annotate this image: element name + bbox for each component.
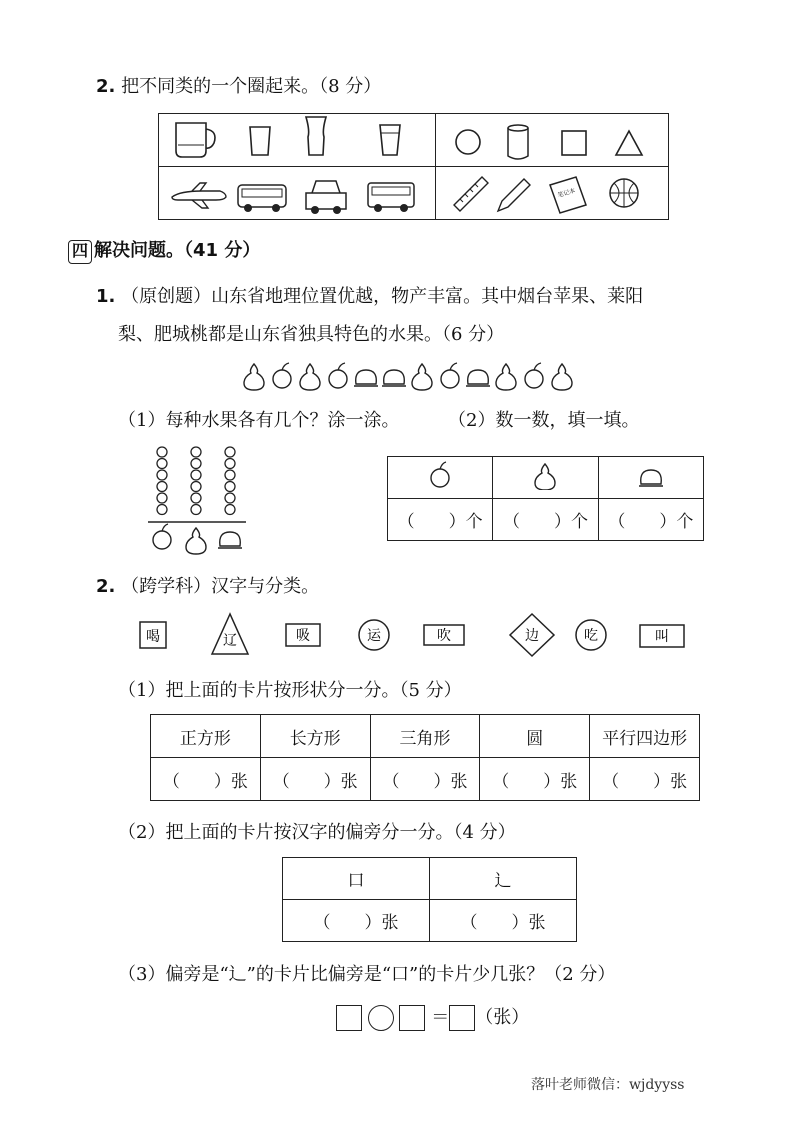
equation-row — [336, 1003, 529, 1031]
bead[interactable] — [191, 447, 201, 457]
apple-icon — [329, 363, 347, 388]
pear-icon — [552, 364, 572, 390]
footer-contact: 落叶老师微信：wjdyyss — [531, 1077, 685, 1093]
card-char-4: 运 — [367, 628, 381, 644]
card-char-8: 叫 — [655, 629, 669, 645]
shape-cell-square[interactable]: （ ）张 — [151, 758, 261, 801]
notebook-label: 笔记本 — [556, 187, 577, 200]
pear-icon — [300, 364, 320, 390]
q2-sub3: （3）偏旁是“辶”的卡片比偏旁是“口”的卡片少几张？（2 分） — [118, 964, 616, 985]
peach-icon — [354, 370, 378, 386]
card-char-2: 辽 — [223, 633, 237, 649]
fruit-count-table — [387, 456, 704, 540]
bead[interactable] — [191, 493, 201, 503]
unit-label: （张） — [475, 1007, 530, 1028]
pencil-icon[interactable] — [498, 179, 530, 211]
q1-line1 — [96, 282, 643, 308]
bead[interactable] — [191, 459, 201, 469]
q2-top-text: 把不同类的一个圈起来。（8 分） — [121, 76, 382, 97]
card-char-7: 吃 — [584, 628, 598, 644]
bead[interactable] — [157, 482, 167, 492]
pear-icon — [244, 364, 264, 390]
square-icon[interactable] — [562, 131, 586, 155]
pear-count-cell[interactable]: （ ）个 — [493, 499, 598, 541]
radical-cell-mouth[interactable]: （ ）张 — [283, 900, 430, 942]
shape-cell-rectangle[interactable]: （ ）张 — [260, 758, 370, 801]
radical-table — [282, 857, 577, 942]
bead[interactable] — [225, 493, 235, 503]
pear-bead-column[interactable] — [191, 447, 201, 515]
bead[interactable] — [225, 447, 235, 457]
airplane-icon[interactable] — [172, 183, 226, 208]
q2-text: （跨学科）汉字与分类。 — [121, 576, 320, 597]
pear-icon — [412, 364, 432, 390]
q2-top-title — [96, 72, 381, 98]
q2-number: 2. — [96, 576, 116, 597]
cylinder-icon[interactable] — [508, 125, 528, 159]
shape-cell-triangle[interactable]: （ ）张 — [370, 758, 480, 801]
pear-header — [493, 457, 598, 499]
bead[interactable] — [157, 459, 167, 469]
card-char-5: 吹 — [437, 628, 451, 644]
card-rect-1[interactable] — [286, 624, 320, 646]
bead[interactable] — [157, 470, 167, 480]
card-circle-2[interactable] — [576, 620, 606, 650]
tall-glass-icon[interactable] — [306, 117, 326, 155]
bead[interactable] — [225, 482, 235, 492]
q1-sub2: （2）数一数，填一填。 — [448, 410, 640, 431]
card-square-1[interactable] — [140, 622, 166, 648]
peach-bead-column[interactable] — [225, 447, 235, 515]
card-rect-3[interactable] — [640, 625, 684, 647]
char-cards — [134, 612, 694, 660]
q1-number: 1. — [96, 286, 116, 307]
shape-cell-circle[interactable]: （ ）张 — [480, 758, 590, 801]
van-icon[interactable] — [238, 185, 286, 212]
section4-badge: 四 — [68, 240, 92, 264]
circle-icon[interactable] — [456, 130, 480, 154]
jeep-icon[interactable] — [306, 181, 346, 214]
peach-header — [598, 457, 703, 499]
apple-icon — [153, 524, 171, 549]
cup-icon[interactable] — [250, 127, 270, 155]
notebook-icon[interactable] — [550, 177, 586, 213]
shape-table — [150, 714, 700, 801]
glass-icon[interactable] — [380, 125, 400, 155]
q2-sub1: （1）把上面的卡片按形状分一分。（5 分） — [118, 680, 462, 701]
mug-icon[interactable] — [176, 123, 215, 157]
q1-sub1: （1）每种水果各有几个？涂一涂。 — [118, 410, 400, 431]
q2-line — [96, 572, 319, 598]
apple-icon — [273, 363, 291, 388]
pear-icon — [496, 364, 516, 390]
ball-icon[interactable] — [610, 179, 638, 207]
ruler-icon[interactable] — [454, 177, 488, 211]
card-char-1: 喝 — [146, 629, 160, 645]
bus-icon[interactable] — [368, 183, 414, 212]
classify-grid-icons — [158, 113, 669, 220]
shape-header-rectangle: 长方形 — [260, 715, 370, 758]
shape-header-square: 正方形 — [151, 715, 261, 758]
bead[interactable] — [157, 505, 167, 515]
apple-icon — [441, 363, 459, 388]
card-triangle[interactable] — [212, 614, 248, 654]
bead[interactable] — [225, 505, 235, 515]
apple-count-cell[interactable]: （ ）个 — [388, 499, 493, 541]
card-char-6: 边 — [525, 628, 539, 644]
radical-header-walk: 辶 — [430, 858, 577, 900]
radical-cell-walk[interactable]: （ ）张 — [430, 900, 577, 942]
section4-title: 解决问题。（41 分） — [94, 240, 261, 261]
bead[interactable] — [157, 493, 167, 503]
answer-box-1[interactable] — [336, 1005, 362, 1031]
card-rect-2[interactable] — [424, 625, 464, 645]
q1-text-line1: （原创题）山东省地理位置优越，物产丰富。其中烟台苹果、莱阳 — [121, 286, 644, 307]
fruit-counter — [148, 444, 258, 556]
operator-circle[interactable] — [368, 1005, 394, 1031]
answer-box-result[interactable] — [449, 1005, 475, 1031]
section4-header — [68, 236, 260, 264]
card-char-3: 吸 — [296, 628, 310, 644]
bead[interactable] — [225, 470, 235, 480]
bead[interactable] — [191, 470, 201, 480]
shape-cell-parallelogram[interactable]: （ ）张 — [590, 758, 700, 801]
bead[interactable] — [191, 505, 201, 515]
q2-top-number: 2. — [96, 76, 116, 97]
triangle-icon[interactable] — [616, 131, 642, 155]
peach-count-cell[interactable]: （ ）个 — [598, 499, 703, 541]
apple-header — [388, 457, 493, 499]
apple-bead-column[interactable] — [157, 447, 167, 515]
card-diamond[interactable] — [510, 614, 554, 656]
peach-icon — [218, 532, 242, 548]
q1-text-line2: 梨、肥城桃都是山东省独具特色的水果。（6 分） — [118, 324, 505, 345]
apple-icon — [525, 363, 543, 388]
peach-icon — [466, 370, 490, 386]
answer-box-2[interactable] — [399, 1005, 425, 1031]
fruit-row — [240, 358, 590, 392]
bead[interactable] — [225, 459, 235, 469]
pear-icon — [186, 528, 206, 554]
card-circle-1[interactable] — [359, 620, 389, 650]
shape-header-parallelogram: 平行四边形 — [590, 715, 700, 758]
shape-header-circle: 圆 — [480, 715, 590, 758]
equals-sign: ＝ — [431, 1007, 450, 1028]
radical-header-mouth: 口 — [283, 858, 430, 900]
shape-header-triangle: 三角形 — [370, 715, 480, 758]
bead[interactable] — [157, 447, 167, 457]
bead[interactable] — [191, 482, 201, 492]
q2-sub2: （2）把上面的卡片按汉字的偏旁分一分。（4 分） — [118, 822, 516, 843]
peach-icon — [382, 370, 406, 386]
